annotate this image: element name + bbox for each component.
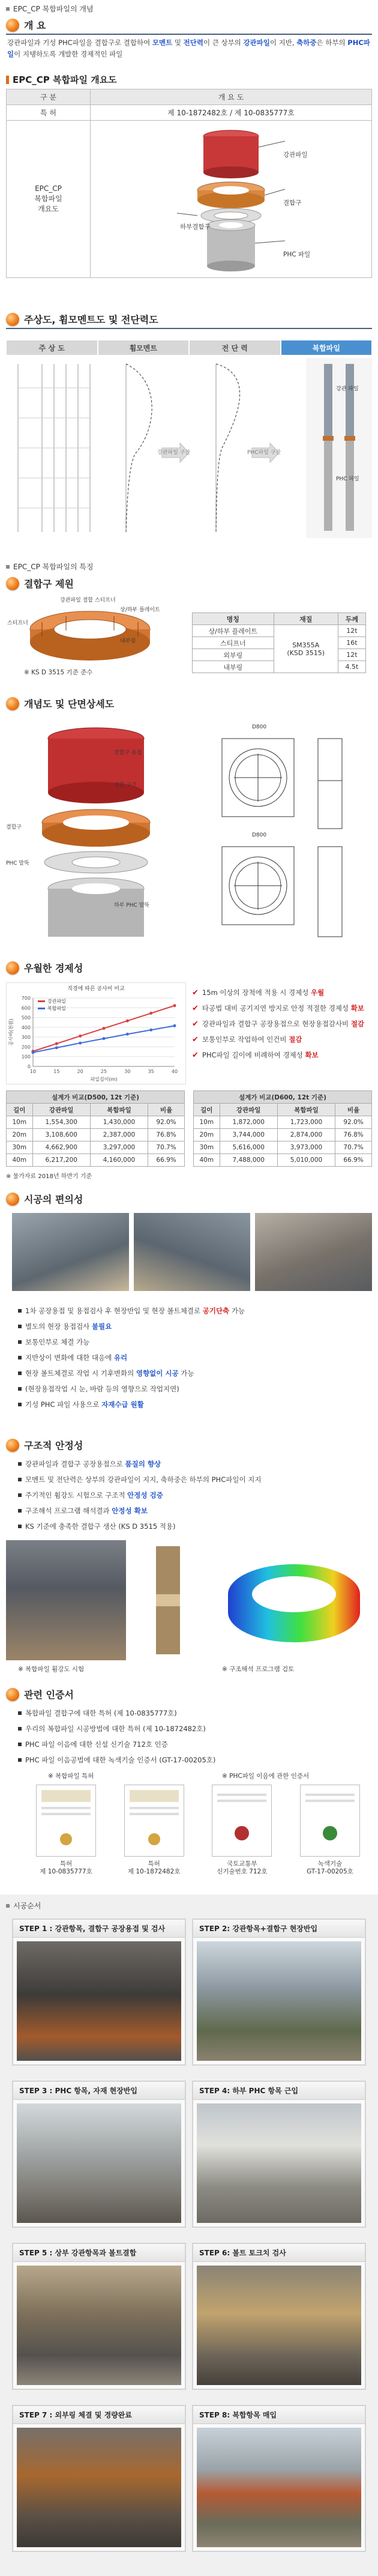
bending-test-photo (6, 1540, 126, 1660)
x-tick-label: 15 (53, 1069, 60, 1074)
overview-title: 개 요 (6, 18, 46, 32)
square-bullet-icon (18, 1462, 22, 1466)
tab-soil-profile[interactable]: 주 상 도 (6, 340, 98, 355)
struct-points (18, 1456, 372, 1534)
orange-ball-icon (6, 1439, 19, 1452)
square-bullet-icon (18, 1727, 22, 1731)
data-point (173, 1004, 176, 1007)
data-point (79, 1042, 82, 1045)
cert-captions: 특허 제 10-0835777호 특허 제 10-1872482호 국토교통부 신기술번호 712호 녹색기술 GT-17-00205호 (40, 1860, 353, 1875)
patent-value: 제 10-1872482호 / 제 10-0835777호 (91, 105, 372, 121)
y-tick-label: 500 (21, 1015, 31, 1021)
economy-title: 우월한 경제성 (6, 961, 83, 975)
x-tick-label: 40 (171, 1069, 178, 1074)
col-header: 개 요 도 (91, 89, 372, 105)
step-photo (17, 2266, 181, 2385)
y-axis-label: 공사비(천원) (8, 1018, 14, 1046)
step-title: STEP 2: 강관항목+결합구 현장반입 (193, 1920, 365, 1938)
certificate-image (212, 1785, 272, 1857)
bullet-point: ✔ 강관파일과 결합구 공장용접으로 현장용접감사비 절감 (192, 1019, 365, 1029)
tab-shear[interactable]: 전 단 력 (189, 340, 281, 355)
bullet-point: 1차 공장용접 및 용접검사 후 현장반입 및 현장 볼트체결로 공기단축 가능 (18, 1303, 372, 1319)
step-title: STEP 6: 볼트 토크치 검사 (193, 2244, 365, 2262)
data-point (126, 1033, 129, 1036)
bullet-point: ✔ 15m 이상의 장척에 적용 시 경제성 우월 (192, 988, 325, 997)
bullet-point: 구조해석 프로그램 해석결과 안정성 확보 (18, 1503, 372, 1519)
legend-swatch (38, 1008, 45, 1009)
orange-ball-icon (6, 1193, 19, 1206)
square-bullet-icon (18, 1371, 22, 1375)
data-point (149, 1012, 152, 1015)
orange-ball-icon (6, 577, 19, 590)
cost-chart: 직경에 따른 공사비 비교 0 100 200 300 400 500 600 700 10 15 20 25 30 35 40 파일길이(m) 공사비(천원) 강관파일 복합파일 (6, 982, 186, 1084)
tab-composite-pile[interactable]: 복합파일 (281, 340, 373, 355)
overview-text-part: 및 (172, 38, 184, 47)
bullet-point: ✔ 보통인부로 작업하여 인건비 절감 (192, 1035, 302, 1044)
bullet-point: 현장 볼트체결로 작업 시 기후변화의 영향없이 시공 가능 (18, 1365, 372, 1381)
order-label: 시공순서 (6, 1900, 41, 1911)
orange-ball-icon (6, 697, 19, 710)
x-tick-label: 20 (77, 1069, 83, 1074)
bullet-point: PHC 파일 이음공법에 대한 녹색기술 인증서 (GT-17-00205호) (18, 1752, 372, 1768)
step-photo (17, 1941, 181, 2061)
exploded-view (24, 721, 180, 949)
step-photo (197, 2103, 361, 2223)
features-label: EPC_CP 복합파일의 특징 (6, 561, 94, 572)
bullet-point: (현장용접작업 시 눈, 바람 등의 영향으로 작업지연) (18, 1381, 372, 1397)
legend-label: 복합파일 (47, 1006, 66, 1011)
check-icon: ✔ (192, 1019, 199, 1029)
square-bullet-icon (18, 1711, 22, 1715)
data-point (149, 1029, 152, 1032)
bullet-point: KS 기준에 충족한 결합구 생산 (KS D 3515 적용) (18, 1519, 372, 1534)
step-card (12, 2405, 186, 2552)
step-card (192, 2081, 366, 2228)
y-tick-label: 700 (21, 996, 31, 1001)
data-point (55, 1042, 58, 1045)
construct-photos (12, 1213, 372, 1291)
divider (6, 34, 372, 35)
pile-diagram (91, 121, 372, 278)
check-icon: ✔ (192, 1003, 199, 1013)
step-photo (197, 2428, 361, 2547)
overview-text-part: 이 지탱하도록 개발한 경제적인 파일 (14, 50, 123, 58)
step-card (12, 2243, 186, 2390)
certificate-image (36, 1785, 96, 1857)
step-title: STEP 3 : PHC 항목, 자재 현장반입 (13, 2082, 185, 2100)
square-bullet-icon (18, 1340, 22, 1344)
patent-label: 특 허 (7, 105, 91, 121)
overview-text-part: 강관파일과 기성 PHC파일을 결합구로 결합하여 (7, 38, 152, 47)
cost-table-d500: 설계가 비교(D500, 12t 기준) 길이 강관파일 복합파일 비율 10m 1,554,300 1,430,000 92.0% 20m 3,108,600 2,387,000 76.8% 30m 4,662,900 3,297,000 70.7% 40m 6,217,200 4,160,000 66.9% (6, 1090, 185, 1167)
summary-title: EPC_CP 복합파일 개요도 (6, 73, 117, 86)
section-detail-drawings (198, 721, 372, 949)
step-photo (197, 1941, 361, 2061)
bullet-point: 주기적인 휨강도 시험으로 구조적 안정성 검증 (18, 1487, 372, 1503)
step-title: STEP 1 : 강관항목, 결합구 공장용접 및 검사 (13, 1920, 185, 1938)
bullet-point: 지반상이 변화에 대한 대응에 유리 (18, 1350, 372, 1365)
bullet-point: 보통인부로 체결 가능 (18, 1334, 372, 1350)
bullet-point: 기성 PHC 파일 사용으로 자재수급 원활 (18, 1397, 372, 1412)
check-icon: ✔ (192, 1050, 199, 1060)
bullet-point: 별도의 현장 용접검사 불필요 (18, 1319, 372, 1334)
square-bullet-icon (18, 1325, 22, 1328)
part-label: 하부결합구 (180, 223, 211, 231)
bullet-point: PHC 파일 이음에 대한 신설 신기술 712호 인증 (18, 1737, 372, 1752)
orange-ball-icon (6, 961, 19, 975)
step-card (192, 2405, 366, 2552)
bullet-point: ✔ 타공법 대비 공기지연 방지로 안정 적절한 경제성 확보 (192, 1003, 364, 1013)
site-photo (12, 1213, 129, 1291)
bullet-point: 우리의 복합파일 시공방법에 대한 특허 (제 10-1872482호) (18, 1721, 372, 1737)
x-axis-label: 파일길이(m) (90, 1077, 118, 1082)
data-point (32, 1051, 35, 1054)
composite-pile-diagram (93, 123, 369, 273)
square-bullet-icon (18, 1493, 22, 1497)
fem-column-image (138, 1540, 204, 1660)
x-tick-label: 25 (100, 1069, 107, 1074)
top-label: EPC_CP 복합파일의 개념 (6, 4, 94, 14)
data-point (55, 1046, 58, 1049)
y-tick-label: 200 (21, 1044, 31, 1050)
step-photo (17, 2428, 181, 2547)
step-photo (17, 2103, 181, 2223)
y-tick-label: 400 (21, 1024, 31, 1030)
cert-points (18, 1705, 372, 1768)
joint-title: 결합구 제원 (6, 576, 74, 590)
step-photo (197, 2266, 361, 2385)
tab-moment[interactable]: 휨모멘트 (98, 340, 190, 355)
x-tick-label: 35 (148, 1069, 154, 1074)
bullet-point: ✔ PHC파일 길이에 비례하여 경제성 확보 (192, 1050, 319, 1060)
check-icon: ✔ (192, 1035, 199, 1044)
square-bullet-icon (18, 1743, 22, 1746)
square-bullet-icon (18, 1387, 22, 1391)
square-bullet-icon (18, 1758, 22, 1762)
y-tick-label: 0 (27, 1064, 31, 1069)
data-point (103, 1037, 106, 1040)
step-title: STEP 5 : 상부 강관항목과 볼트결합 (13, 2244, 185, 2262)
cost-table-d600: 설계가 비교(D600, 12t 기준) 길이 강관파일 복합파일 비율 10m 1,872,000 1,723,000 92.0% 20m 3,744,000 2,874,000 76.8% 30m 5,616,000 3,973,000 70.7% 40m 7,488,000 5,010,000 66.9% (193, 1090, 372, 1167)
square-bullet-icon (18, 1478, 22, 1481)
overview-text-part: 강관파일 (243, 38, 270, 47)
part-label: 결합구 (283, 199, 302, 207)
step-card (12, 2081, 186, 2228)
capacity-title: 주상도, 휨모멘트도 및 전단력도 (6, 312, 158, 326)
legend-label: 강관파일 (47, 999, 66, 1004)
step-title: STEP 7 : 외부링 체결 및 경량완료 (13, 2406, 185, 2424)
capacity-tabs (6, 340, 372, 355)
summary-table (6, 89, 372, 278)
x-tick-label: 10 (29, 1069, 37, 1074)
site-photo (255, 1213, 372, 1291)
overview-text-part: 이 지반, (269, 38, 297, 47)
economy-points (192, 985, 372, 1063)
data-point (173, 1024, 176, 1027)
square-bullet-icon (6, 7, 10, 11)
overview-text-part: 이 큰 상부의 (203, 38, 244, 47)
diagram-label: EPC_CP 복합파일 개요도 (7, 121, 91, 278)
overview-text-part: PHC파일 (7, 38, 370, 58)
overview-text-part: 축하중 (296, 38, 317, 47)
x-tick-label: 30 (124, 1069, 131, 1074)
site-photo (134, 1213, 251, 1291)
certificate-image (300, 1785, 360, 1857)
cert-images (36, 1785, 360, 1857)
step-card (192, 1918, 366, 2066)
construct-title: 시공의 편의성 (6, 1192, 83, 1206)
col-header: 구 분 (7, 89, 91, 105)
data-point (126, 1020, 129, 1023)
joint-spec-table: 명칭 재질 두께 상/하부 플레이트 SM355A (KSD 3515) 12t 스티프너 16t 외부링 12t 내부링 4.5t (192, 612, 366, 673)
square-bullet-icon (18, 1525, 22, 1528)
data-point (103, 1027, 106, 1030)
legend-swatch (38, 1000, 45, 1002)
part-label: 강관파일 (283, 151, 308, 159)
overview-text-part: 은 하부의 (316, 38, 348, 47)
overview-text-part: 전단력 (183, 38, 203, 47)
square-bullet-icon (18, 1403, 22, 1406)
data-point (79, 1035, 82, 1038)
bullet-point: 모멘트 및 전단력은 상부의 강관파일이 지지, 축하중은 하부의 PHC파일이 지지 (18, 1472, 372, 1487)
overview-text-part: 모멘트 (152, 38, 173, 47)
square-bullet-icon (18, 1356, 22, 1359)
orange-ball-icon (6, 1688, 19, 1701)
orange-ball-icon (6, 19, 19, 32)
y-tick-label: 300 (21, 1035, 31, 1041)
certs-title: 관련 인증서 (6, 1687, 74, 1701)
step-card (12, 1918, 186, 2066)
y-tick-label: 600 (21, 1005, 31, 1011)
economy-footnote: ※ 물가자료 2018년 하반기 기준 (6, 1173, 92, 1180)
y-tick-label: 100 (21, 1054, 31, 1060)
orange-ball-icon (6, 313, 19, 326)
fem-ring-image (216, 1546, 372, 1654)
cost-line-chart (7, 992, 185, 1082)
certificate-image (124, 1785, 184, 1857)
step-title: STEP 8: 복합항목 매입 (193, 2406, 365, 2424)
square-bullet-icon (18, 1509, 22, 1513)
part-label: PHC 파일 (283, 251, 311, 258)
section-title: 개념도 및 단면상세도 (6, 697, 114, 710)
check-icon: ✔ (192, 988, 199, 997)
construct-points (18, 1303, 372, 1412)
step-title: STEP 4: 하부 PHC 항목 근입 (193, 2082, 365, 2100)
square-bullet-icon (18, 1309, 22, 1313)
joint-note: ※ KS D 3515 기준 준수 (24, 669, 93, 676)
step-card (192, 2243, 366, 2390)
bullet-point: 강관파일과 결합구 공장용접으로 품질의 향상 (18, 1456, 372, 1472)
overview-description (7, 37, 371, 60)
struct-title: 구조적 안정성 (6, 1438, 83, 1452)
bullet-point: 복합파일 결합구에 대한 특허 (제 10-0835777호) (18, 1705, 372, 1721)
